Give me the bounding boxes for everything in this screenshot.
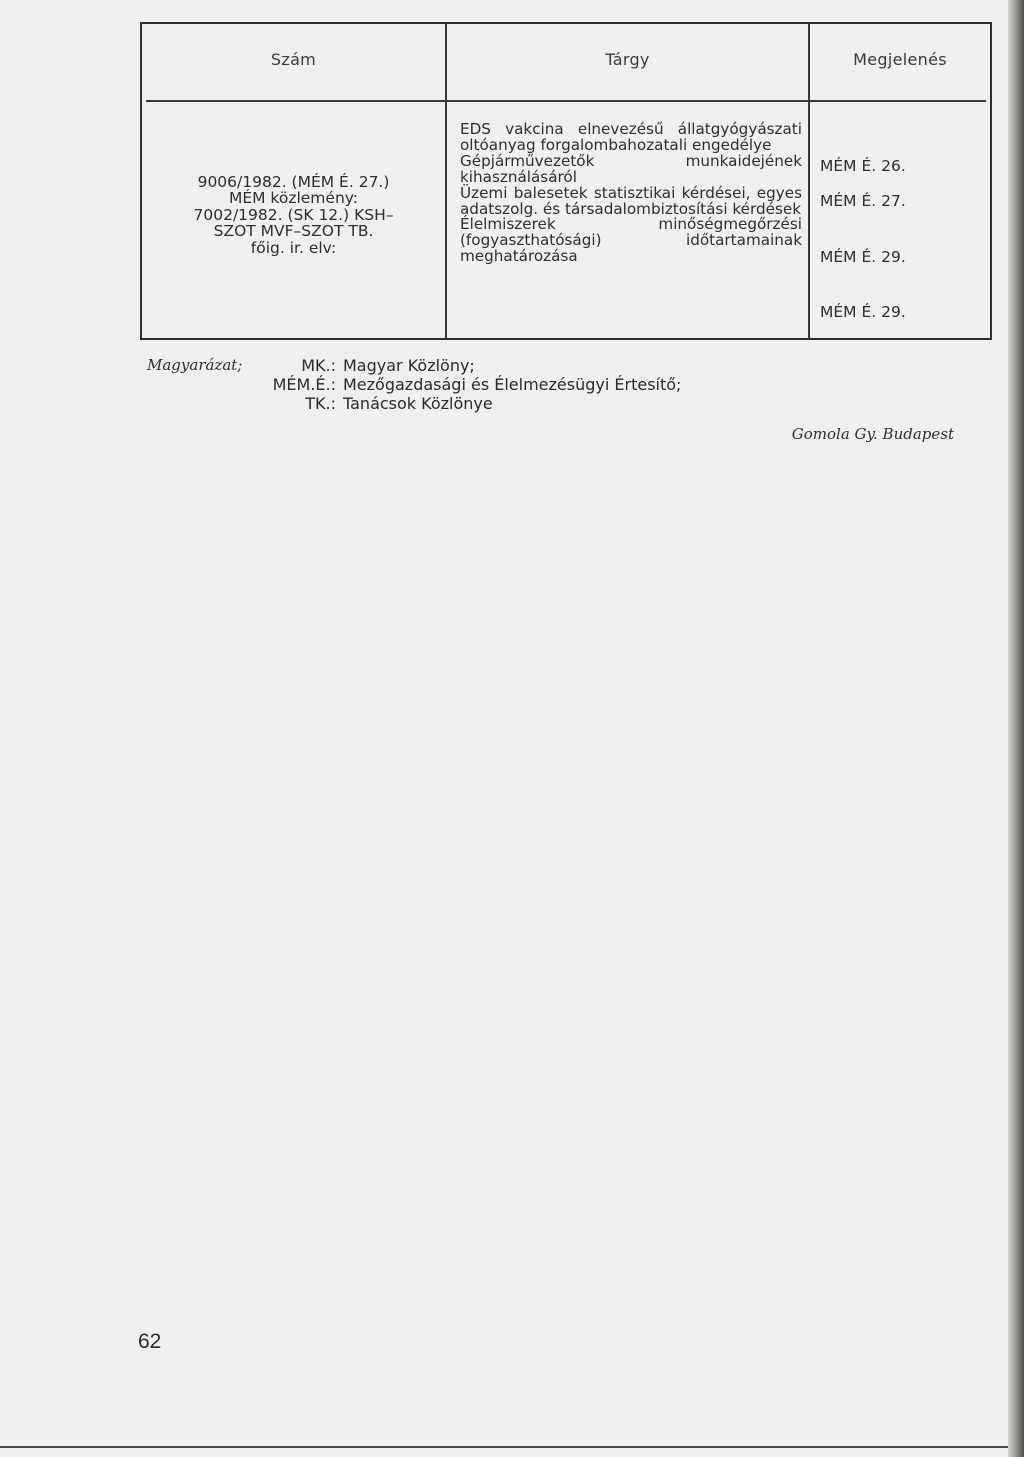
legend-abbreviations (218, 356, 336, 416)
szam-cell (142, 174, 445, 256)
header-targy: Tárgy (605, 50, 650, 69)
szam-line: 7002/1982. (SK 12.) KSH– (193, 205, 394, 224)
szam-line: 9006/1982. (MÉM É. 27.) (197, 173, 390, 191)
legend-abbr: TK.: (305, 394, 336, 413)
header-szam: Szám (270, 50, 317, 69)
header-divider (146, 100, 986, 102)
regulations-table (140, 22, 992, 340)
legend-abbr: MÉM.É.: (272, 375, 336, 394)
page-number: 62 (138, 1330, 162, 1353)
megjelenes-item: MÉM É. 29. (820, 248, 906, 266)
targy-item: Élelmiszerek minőségmegőrzési (fogyaszthatósági) időtartamainak meghatározása (460, 215, 802, 266)
legend-definition: Magyar Közlöny; (343, 356, 475, 375)
targy-item: Gépjárművezetők munkaidejének kihasználásáról (460, 151, 802, 186)
legend-abbr: MK.: (301, 356, 336, 375)
szam-line: MÉM közlemény: (228, 189, 359, 208)
megjelenes-item: MÉM É. 27. (820, 192, 906, 210)
page-edge-shadow (1008, 0, 1024, 1457)
megjelenes-item: MÉM É. 29. (820, 303, 906, 321)
szam-line: főig. ir. elv: (250, 238, 337, 257)
legend-definition: Mezőgazdasági és Élelmezésügyi Értesítő; (343, 375, 682, 394)
legend-definitions (343, 356, 681, 413)
column-divider (445, 24, 447, 338)
targy-cell (460, 122, 802, 265)
header-megjelenes: Megjelenés (853, 50, 947, 69)
targy-item: Üzemi balesetek statisztikai kérdései, egyes adatszolg. és társadalombiztosítási kérdések (460, 183, 802, 218)
legend-definition: Tanácsok Közlönye (343, 394, 493, 413)
megjelenes-item: MÉM É. 26. (820, 157, 906, 175)
author-signature: Gomola Gy. Budapest (791, 425, 954, 443)
bottom-rule (0, 1446, 1010, 1448)
targy-item: EDS vakcina elnevezésű állatgyógyászati oltóanyag forgalombahozatali engedélye (460, 120, 802, 154)
legend-label: Magyarázat; (147, 356, 243, 374)
column-divider (808, 24, 810, 338)
szam-line: SZOT MVF–SZOT TB. (213, 222, 374, 241)
